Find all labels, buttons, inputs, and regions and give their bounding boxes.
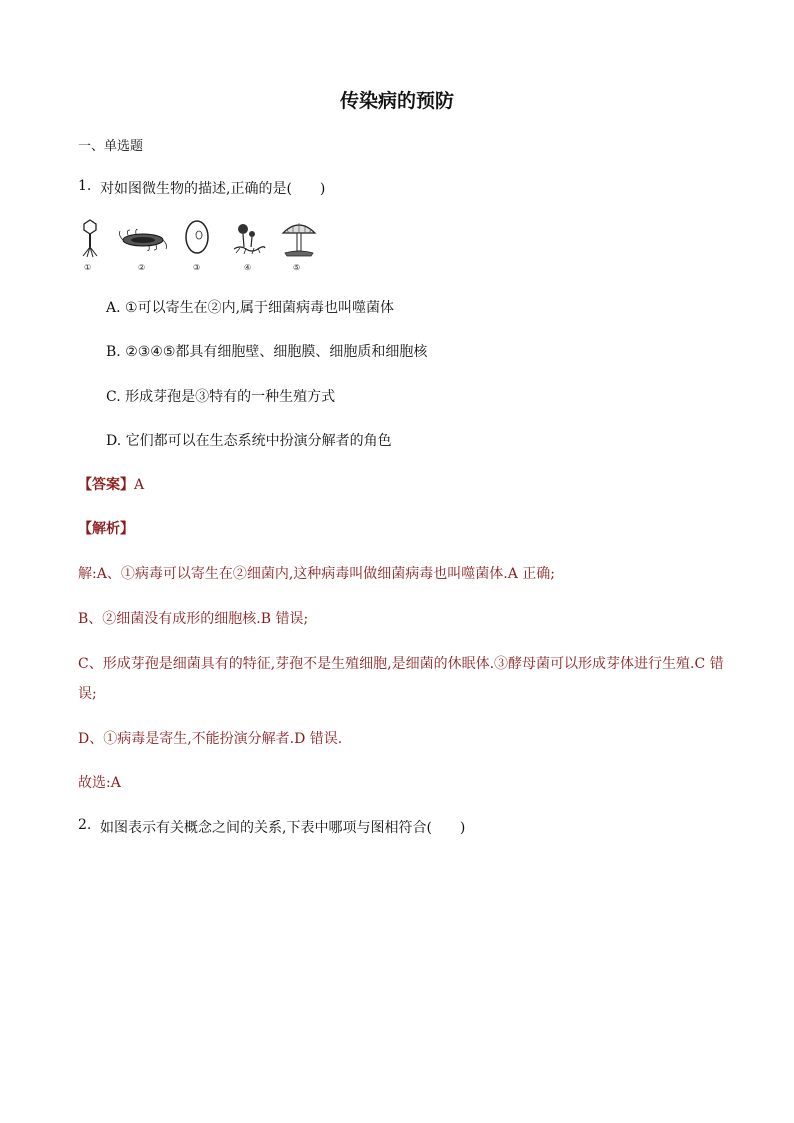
figure-label-3: ③ (193, 263, 201, 272)
option-letter: D. (106, 433, 122, 449)
explanation-line-3: C、形成芽孢是细菌具有的特征,芽孢不是生殖细胞,是细菌的休眠体.③酵母菌可以形成芽体进行生殖.C 错 (78, 656, 724, 672)
option-a[interactable] (106, 297, 394, 317)
explanation-line-4: 误; (78, 686, 97, 702)
explanation-line-5: D、①病毒是寄生,不能扮演分解者.D 错误. (78, 731, 343, 747)
answer-tag: 【答案】 (78, 477, 134, 493)
question-2-text: 如图表示有关概念之间的关系,下表中哪项与图相符合( ) (100, 820, 466, 836)
mushroom-icon (281, 219, 317, 257)
option-letter: C. (106, 389, 121, 405)
option-b[interactable] (106, 341, 427, 361)
option-text: ②③④⑤都具有细胞壁、细胞膜、细胞质和细胞核 (125, 344, 428, 360)
figure-label-1: ① (84, 263, 92, 272)
figure-label-4: ④ (244, 263, 252, 272)
explanation-line-6: 故选:A (78, 775, 121, 791)
option-text: 它们都可以在生态系统中扮演分解者的角色 (125, 433, 392, 449)
answer-line (78, 474, 144, 494)
bacterium-icon (116, 229, 170, 251)
option-letter: A. (106, 300, 121, 316)
mold-icon (232, 221, 266, 255)
explanation-line-2: B、②细菌没有成形的细胞核.B 错误; (78, 611, 309, 627)
bacteriophage-icon (80, 219, 100, 259)
section-heading: 一、单选题 (78, 139, 144, 154)
question-1-text: 对如图微生物的描述,正确的是( ) (100, 181, 326, 197)
microorganism-figure (76, 217, 326, 275)
option-d[interactable] (106, 430, 392, 450)
option-text: ①可以寄生在②内,属于细菌病毒也叫噬菌体 (125, 300, 395, 316)
question-1-number: 1. (78, 178, 92, 194)
explanation-line-1: 解:A、①病毒可以寄生在②细菌内,这种病毒叫做细菌病毒也叫噬菌体.A 正确; (78, 566, 556, 582)
option-letter: B. (106, 344, 121, 360)
analysis-tag: 【解析】 (78, 521, 134, 537)
option-c[interactable] (106, 386, 335, 406)
page-title: 传染病的预防 (339, 90, 454, 112)
analysis-line (78, 518, 134, 538)
option-text: 形成芽孢是③特有的一种生殖方式 (125, 389, 336, 405)
figure-label-2: ② (138, 263, 146, 272)
answer-value: A (134, 477, 145, 493)
figure-label-5: ⑤ (293, 263, 301, 272)
yeast-icon (184, 219, 210, 255)
question-2-number: 2. (78, 817, 92, 833)
